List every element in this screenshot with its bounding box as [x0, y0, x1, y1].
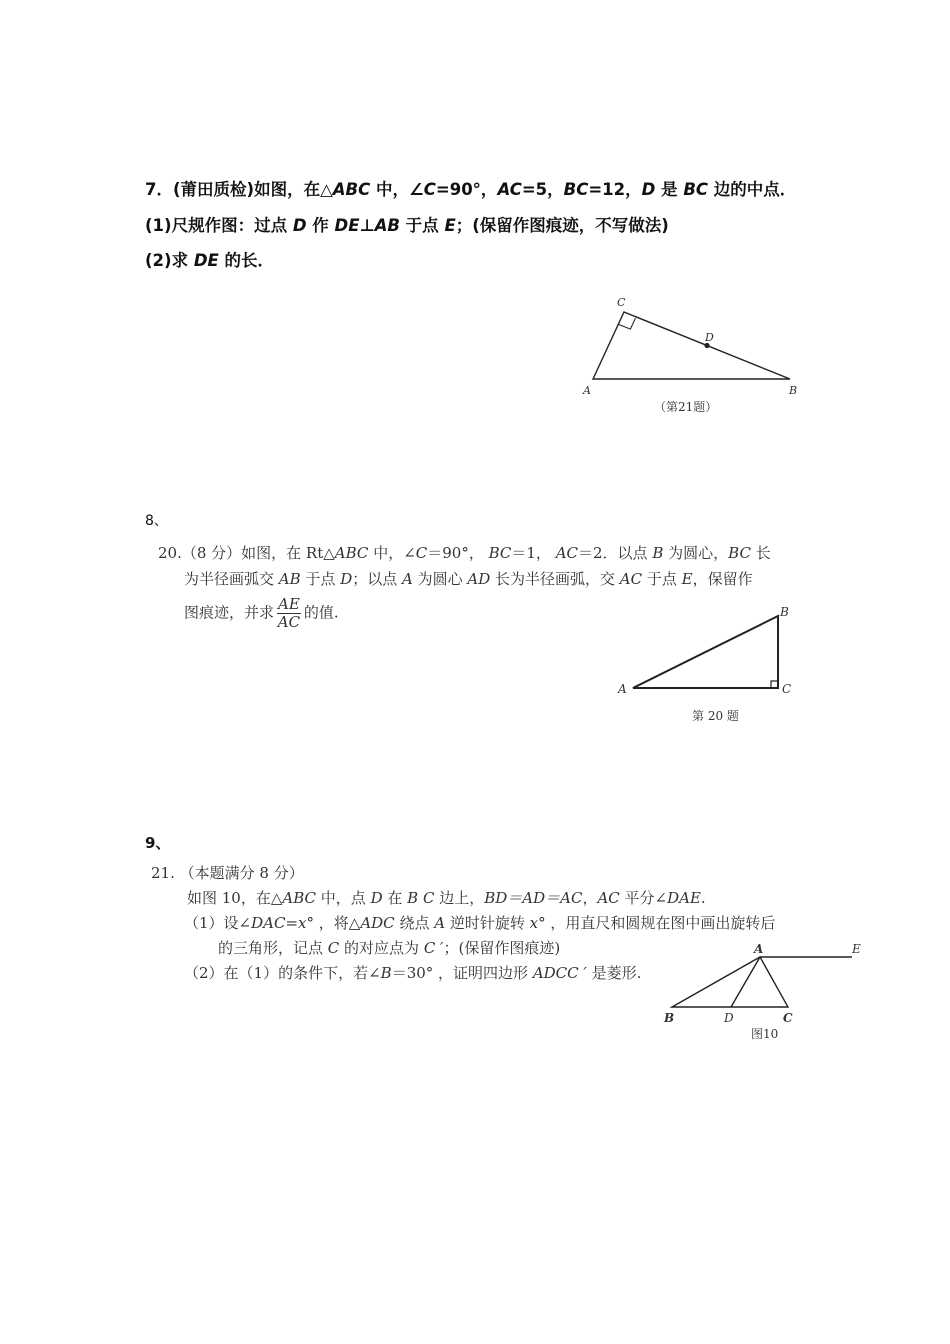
q7-line-2: (1)尺规作图：过点 D 作 DE⊥AB 于点 E；(保留作图痕迹，不写做法) [145, 216, 669, 235]
q9-label-b: B [664, 1011, 675, 1025]
q7-label-b: B [789, 384, 798, 397]
q8-right-angle-mark [771, 681, 778, 688]
q9-line-5: （2）在（1）的条件下，若∠B＝30° ，证明四边形 ADCC ′ 是菱形. [184, 964, 642, 982]
q9-figure [660, 940, 870, 1045]
q8-triangle [633, 616, 778, 688]
q9-label-e: E [852, 942, 861, 956]
q9-triangle-abc [672, 957, 788, 1007]
q9-line-3: （1）设∠DAC=x° ，将△ADC 绕点 A 逆时针旋转 x° ，用直尺和圆规在图中画出旋转后 [184, 914, 776, 932]
q7-line-1: 7．(莆田质检)如图，在△ABC 中，∠C=90°，AC=5，BC=12，D 是 BC 边的中点． [145, 180, 797, 199]
q9-label-c: C [783, 1011, 793, 1025]
q7-line-3: (2)求 DE 的长． [145, 251, 275, 270]
q8-fraction: $\frac{AE}{AC}$ [277, 595, 301, 631]
q8-label-c: C [782, 682, 792, 696]
q8-number: 8、 [145, 513, 168, 529]
q9-line-2: 如图 10，在△ABC 中，点 D 在 B C 边上，BD＝AD＝AC，AC 平分∠DAE. [187, 889, 706, 907]
q8-label-b: B [780, 605, 789, 619]
q9-number: 9、 [145, 834, 171, 852]
q8-figure [610, 600, 810, 730]
q7-triangle [593, 312, 790, 379]
q9-line-1: 21. （本题满分 8 分） [151, 864, 304, 882]
q9-label-a: A [754, 942, 764, 956]
q8-line-2: 为半径画弧交 AB 于点 D；以点 A 为圆心 AD 长为半径画弧，交 AC 于点 E，保留作 [184, 570, 753, 588]
q7-caption: （第21题） [654, 400, 718, 414]
q9-caption: 图10 [751, 1027, 779, 1041]
q9-label-d: D [724, 1011, 734, 1025]
q8-label-a: A [618, 682, 627, 696]
q8-caption: 第 20 题 [692, 709, 739, 723]
q7-label-d: D [705, 331, 714, 344]
q7-figure [580, 290, 810, 420]
q8-line-3: 图痕迹，并求 $\frac{AE}{AC}$ 的值. [184, 595, 339, 631]
q7-label-a: A [583, 384, 591, 397]
q8-line-1: 20.（8 分）如图，在 Rt△ABC 中，∠C＝90°， BC＝1， AC＝2．以点 B 为圆心，BC 长 [158, 544, 771, 562]
q9-line-4: 的三角形，记点 C 的对应点为 C ′；(保留作图痕迹) [218, 939, 561, 957]
q7-label-c: C [617, 296, 626, 309]
